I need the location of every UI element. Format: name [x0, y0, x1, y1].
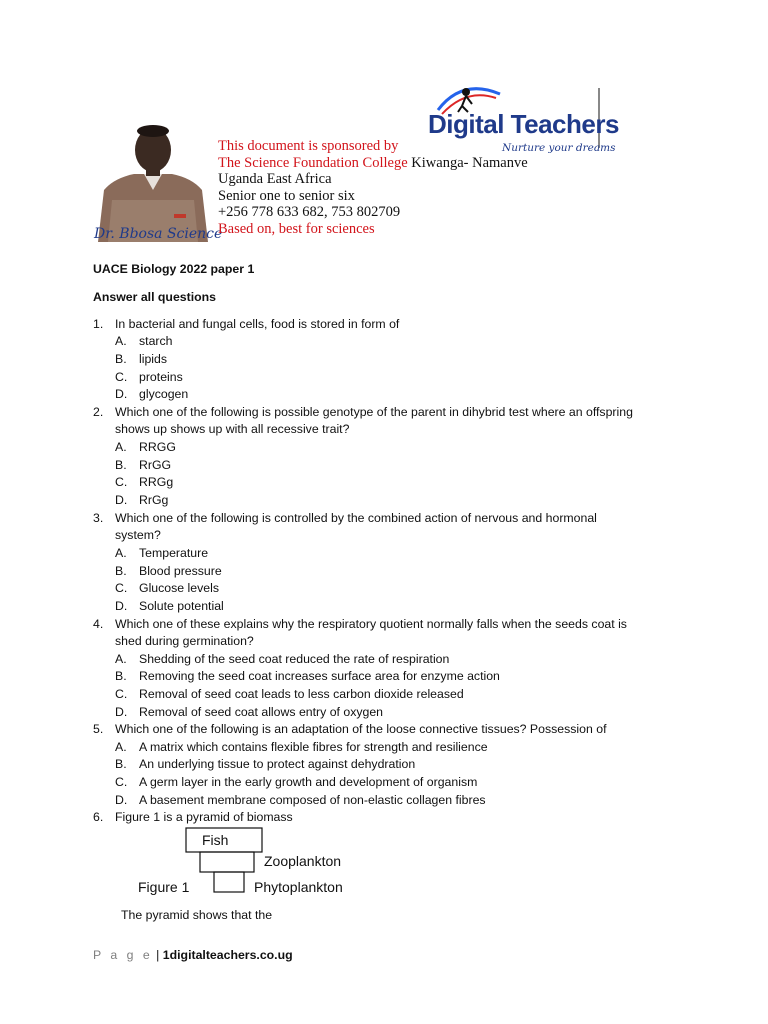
option-letter: C. [115, 687, 128, 701]
sponsor-line-1: This document is sponsored by [218, 138, 399, 154]
question-text-continued: shed during germination? [115, 634, 254, 648]
option-text: Solute potential [139, 599, 224, 613]
phytoplankton-level-label: Phytoplankton [254, 879, 343, 895]
question-text: Which one of the following is controlled by the combined action of nervous and hormonal [115, 511, 597, 525]
fish-level-label: Fish [202, 832, 229, 848]
question-text: Figure 1 is a pyramid of biomass [115, 810, 293, 824]
question-text: Which one of these explains why the respiratory quotient normally falls when the seeds coat is [115, 617, 627, 631]
question-stem-continuation: The pyramid shows that the [121, 908, 273, 922]
option-letter: B. [115, 458, 127, 472]
option-letter: D. [115, 387, 128, 401]
phytoplankton-level-box [214, 872, 244, 892]
question-text: Which one of the following is possible genotype of the parent in dihybrid test where an offspring [115, 405, 633, 419]
option-text: RRGg [139, 475, 174, 489]
pyramid-of-biomass-figure [134, 826, 364, 898]
question-number: 4. [93, 617, 104, 631]
option-letter: A. [115, 546, 127, 560]
option-text: An underlying tissue to protect against dehydration [139, 757, 416, 771]
question-number: 6. [93, 810, 104, 824]
option-text: A germ layer in the early growth and development of organism [139, 775, 478, 789]
document-title: UACE Biology 2022 paper 1 [93, 262, 255, 276]
sponsor-line-4: Senior one to senior six [218, 187, 355, 204]
author-signature: Dr. Bbosa Science [94, 226, 223, 242]
option-letter: B. [115, 669, 127, 683]
option-letter: A. [115, 440, 127, 454]
instructions: Answer all questions [93, 290, 216, 304]
question-text-continued: shows up shows up with all recessive trait? [115, 422, 350, 436]
question-text: In bacterial and fungal cells, food is stored in form of [115, 317, 400, 331]
option-letter: C. [115, 370, 128, 384]
page-word: P a g e [93, 948, 153, 962]
option-letter: D. [115, 493, 128, 507]
option-text: proteins [139, 370, 183, 384]
option-text: glycogen [139, 387, 189, 401]
option-text: Removal of seed coat allows entry of oxygen [139, 705, 384, 719]
option-text: Blood pressure [139, 564, 222, 578]
option-text: starch [139, 334, 173, 348]
option-text: Glucose levels [139, 581, 219, 595]
option-letter: D. [115, 599, 128, 613]
option-letter: D. [115, 793, 128, 807]
question-number: 2. [93, 405, 104, 419]
footer-site-link[interactable]: digitalteachers.co.ug [169, 948, 293, 962]
sponsor-line-2: The Science Foundation College Kiwanga- Namanve [218, 154, 528, 171]
option-text: Removal of seed coat leads to less carbon dioxide released [139, 687, 464, 701]
option-letter: C. [115, 581, 128, 595]
sponsor-line-6: Based on, best for sciences [218, 220, 375, 237]
option-letter: A. [115, 652, 127, 666]
option-letter: C. [115, 775, 128, 789]
sponsor-line-5: +256 778 633 682, 753 802709 [218, 204, 401, 220]
option-text: RrGG [139, 458, 172, 472]
author-photo [94, 120, 212, 242]
zooplankton-level-box [200, 852, 254, 872]
option-text: RRGG [139, 440, 176, 454]
figure-caption: Figure 1 [138, 879, 190, 895]
option-letter: A. [115, 334, 127, 348]
option-letter: A. [115, 740, 127, 754]
option-text: A basement membrane composed of non-elastic collagen fibres [139, 793, 486, 807]
footer-separator: | [152, 948, 163, 962]
question-text: Which one of the following is an adaptation of the loose connective tissues? Possession of [115, 722, 607, 736]
zooplankton-level-label: Zooplankton [264, 853, 342, 869]
option-letter: B. [115, 757, 127, 771]
option-letter: B. [115, 352, 127, 366]
question-number: 3. [93, 511, 104, 525]
option-letter: C. [115, 475, 128, 489]
option-text: RrGg [139, 493, 169, 507]
option-text: Temperature [139, 546, 209, 560]
option-text: A matrix which contains flexible fibres for strength and resilience [139, 740, 488, 754]
option-text: Shedding of the seed coat reduced the rate of respiration [139, 652, 450, 666]
page-footer [93, 948, 293, 962]
option-text: Removing the seed coat increases surface area for enzyme action [139, 669, 500, 683]
option-letter: B. [115, 564, 127, 578]
logo-tagline: Nurture your dreams [502, 142, 616, 154]
page-number: 1 [162, 948, 170, 962]
option-text: lipids [139, 352, 168, 366]
question-text-continued: system? [115, 528, 161, 542]
question-number: 5. [93, 722, 104, 736]
option-letter: D. [115, 705, 128, 719]
question-number: 1. [93, 317, 104, 331]
sponsor-line-3: Uganda East Africa [218, 171, 332, 187]
logo-text: Digital Teachers [428, 109, 619, 139]
